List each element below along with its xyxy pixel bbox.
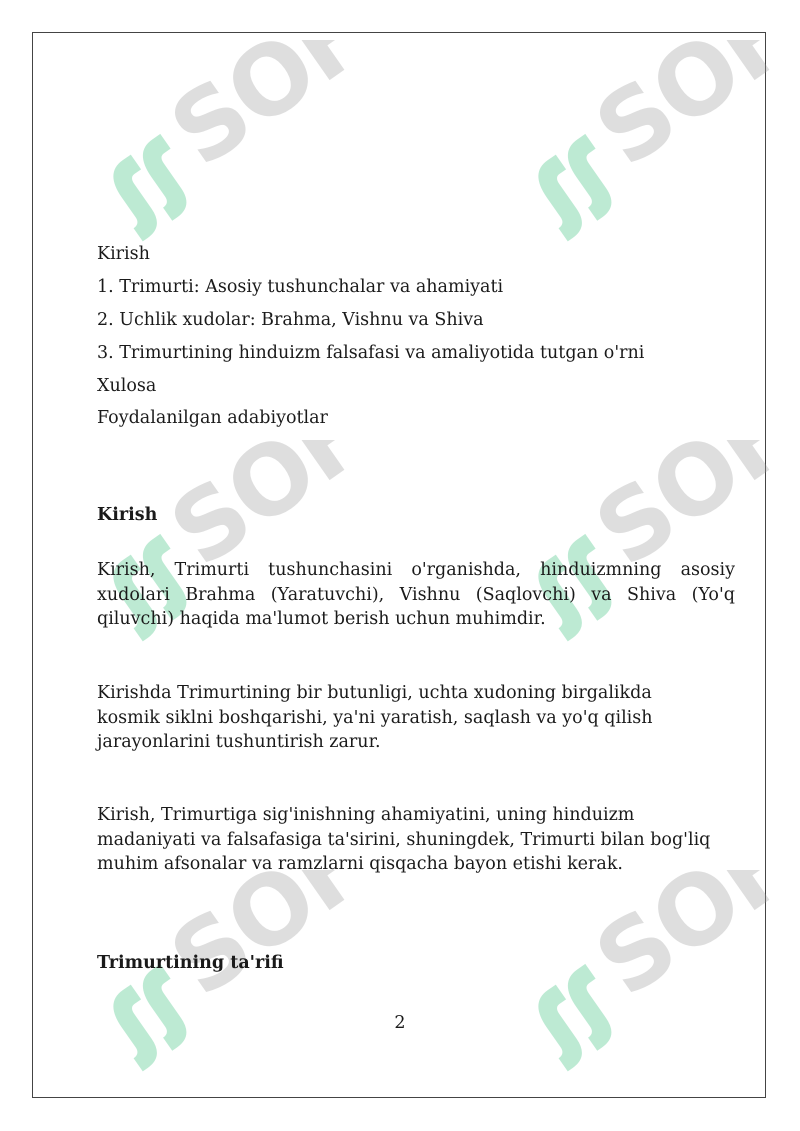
page-number: 2 bbox=[394, 1013, 406, 1033]
toc-item-intro: Kirish bbox=[97, 244, 150, 264]
toc-item-conclusion: Xulosa bbox=[97, 376, 157, 396]
toc-item-2: 2. Uchlik xudolar: Brahma, Vishnu va Shiva bbox=[97, 310, 484, 330]
toc-item-3: 3. Trimurtining hinduizm falsafasi va amaliyotida tutgan o'rni bbox=[97, 343, 645, 363]
intro-paragraph-3: Kirish, Trimurtiga sig'inishning ahamiyatini, uning hinduizm madaniyati va falsafasiga ta'sirini, shuningdek, Trimurti bilan bog'liq muhim afsonalar va ramzlarni qisqacha bayon etishi kerak. bbox=[97, 805, 711, 874]
toc-item-1: 1. Trimurti: Asosiy tushunchalar va ahamiyati bbox=[97, 277, 504, 297]
intro-paragraph-1: Kirish, Trimurti tushunchasini o'rganishda, hinduizmning asosiy xudolari Brahma (Yaratuvchi), Vishnu (Saqlovchi) va Shiva (Yo'q qiluvchi) haqida ma'lumot berish uchun muhimdir. bbox=[97, 560, 735, 629]
section-heading-intro: Kirish bbox=[97, 505, 158, 525]
intro-paragraph-2: Kirishda Trimurtining bir butunligi, uchta xudoning birgalikda kosmik siklni boshqarishi, ya'ni yaratish, saqlash va yo'q qilish jarayonlarini tushuntirish zarur. bbox=[97, 683, 653, 752]
section-heading-definition: Trimurtining ta'rifi bbox=[97, 953, 284, 973]
toc-item-references: Foydalanilgan adabiyotlar bbox=[97, 408, 328, 428]
